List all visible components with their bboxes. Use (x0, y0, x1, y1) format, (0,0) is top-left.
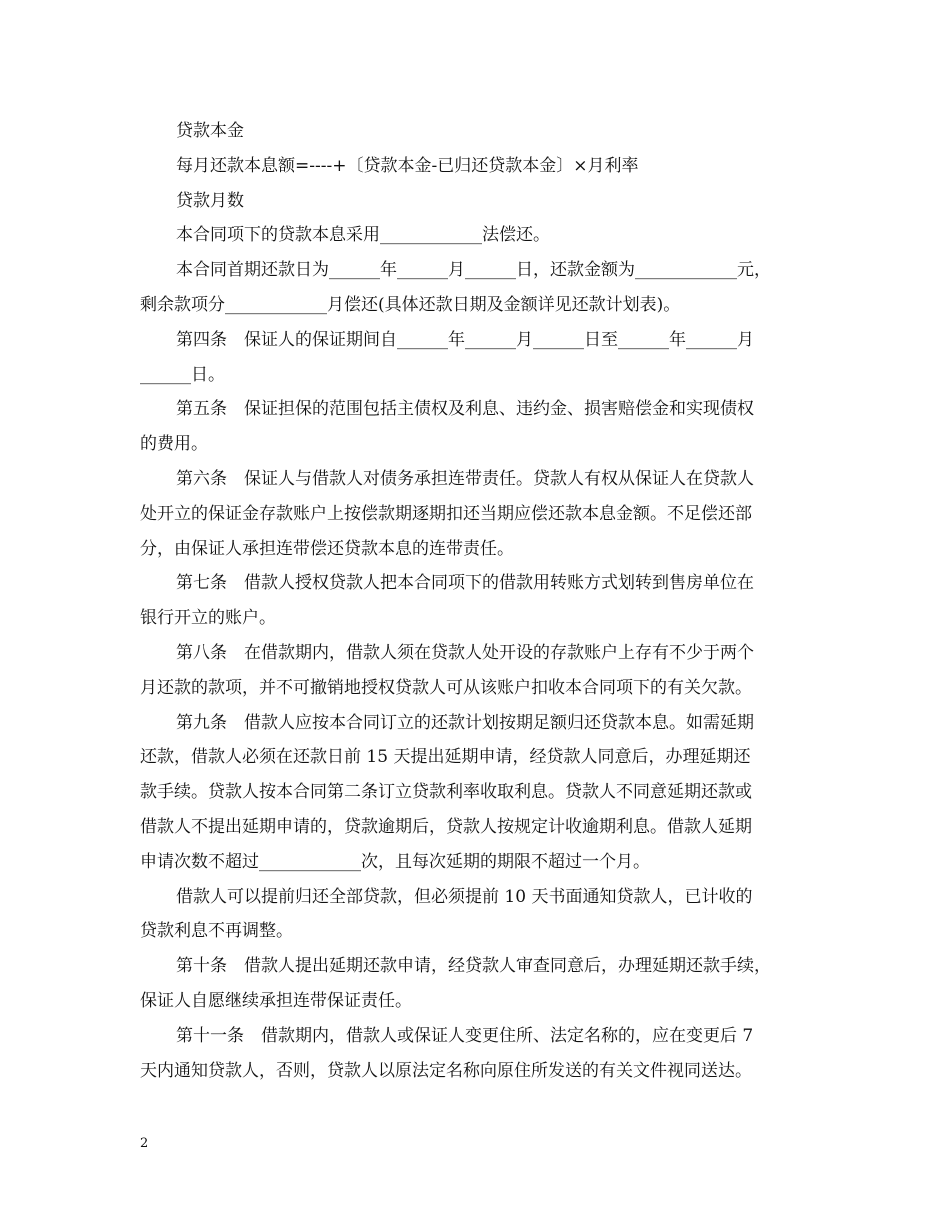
text-line: 本合同项下的贷款本息采用____________法偿还。 (176, 225, 550, 246)
text-line: 分，由保证人承担连带偿还贷款本息的连带责任。 (140, 538, 514, 559)
text-line: 天内通知贷款人，否则，贷款人以原法定名称向原住所发送的有关文件视同送达。 (140, 1060, 752, 1081)
text-line: 款手续。贷款人按本合同第二条订立贷款利率收取利息。贷款人不同意延期还款或 (140, 782, 752, 803)
text-line: 第六条 保证人与借款人对债务承担连带责任。贷款人有权从保证人在贷款人 (176, 468, 754, 489)
text-line: 贷款月数 (176, 190, 244, 211)
text-line: 第八条 在借款期内，借款人须在贷款人处开设的存款账户上存有不少于两个 (176, 642, 754, 663)
text-line: 申请次数不超过____________次，且每次延期的期限不超过一个月。 (140, 851, 650, 872)
text-line: ______日。 (140, 364, 225, 385)
text-line: 贷款本金 (176, 121, 244, 141)
text-line: 第十一条 借款期内，借款人或保证人变更住所、法定名称的，应在变更后 7 (176, 1025, 754, 1046)
text-line: 第五条 保证担保的范围包括主债权及利息、违约金、损害赔偿金和实现债权 (176, 399, 754, 420)
text-line: 借款人不提出延期申请的，贷款逾期后，贷款人按规定计收逾期利息。借款人延期 (140, 816, 752, 837)
text-line: 剩余款项分____________月偿还(具体还款日期及金额详见还款计划表)。 (140, 294, 681, 315)
text-line: 的费用。 (140, 434, 208, 455)
document-body (140, 114, 810, 1088)
page-number: 2 (140, 1136, 149, 1151)
text-line: 处开立的保证金存款账户上按偿款期逐期扣还当期应偿还款本息金额。不足偿还部 (140, 503, 752, 524)
text-line: 保证人自愿继续承担连带保证责任。 (140, 990, 412, 1011)
text-line: 第四条 保证人的保证期间自______年______月______日至______年______月 (176, 329, 754, 350)
text-line: 银行开立的账户。 (140, 608, 276, 629)
text-line: 第九条 借款人应按本合同订立的还款计划按期足额归还贷款本息。如需延期 (176, 712, 754, 733)
text-line: 每月还款本息额=----+〔贷款本金-已归还贷款本金〕×月利率 (176, 155, 639, 176)
text-line: 借款人可以提前归还全部贷款，但必须提前 10 天书面通知贷款人，已计收的 (176, 886, 753, 907)
text-line: 第七条 借款人授权贷款人把本合同项下的借款用转账方式划转到售房单位在 (176, 573, 754, 594)
text-line: 月还款的款项，并不可撤销地授权贷款人可从该账户扣收本合同项下的有关欠款。 (140, 677, 752, 698)
text-line: 贷款利息不再调整。 (140, 921, 293, 942)
text-line: 第十条 借款人提出延期还款申请，经贷款人审查同意后，办理延期还款手续， (176, 956, 771, 977)
text-line: 本合同首期还款日为______年______月______日，还款金额为____________元， (176, 260, 771, 281)
text-line: 还款，借款人必须在还款日前 15 天提出延期申请，经贷款人同意后，办理延期还 (140, 747, 751, 768)
